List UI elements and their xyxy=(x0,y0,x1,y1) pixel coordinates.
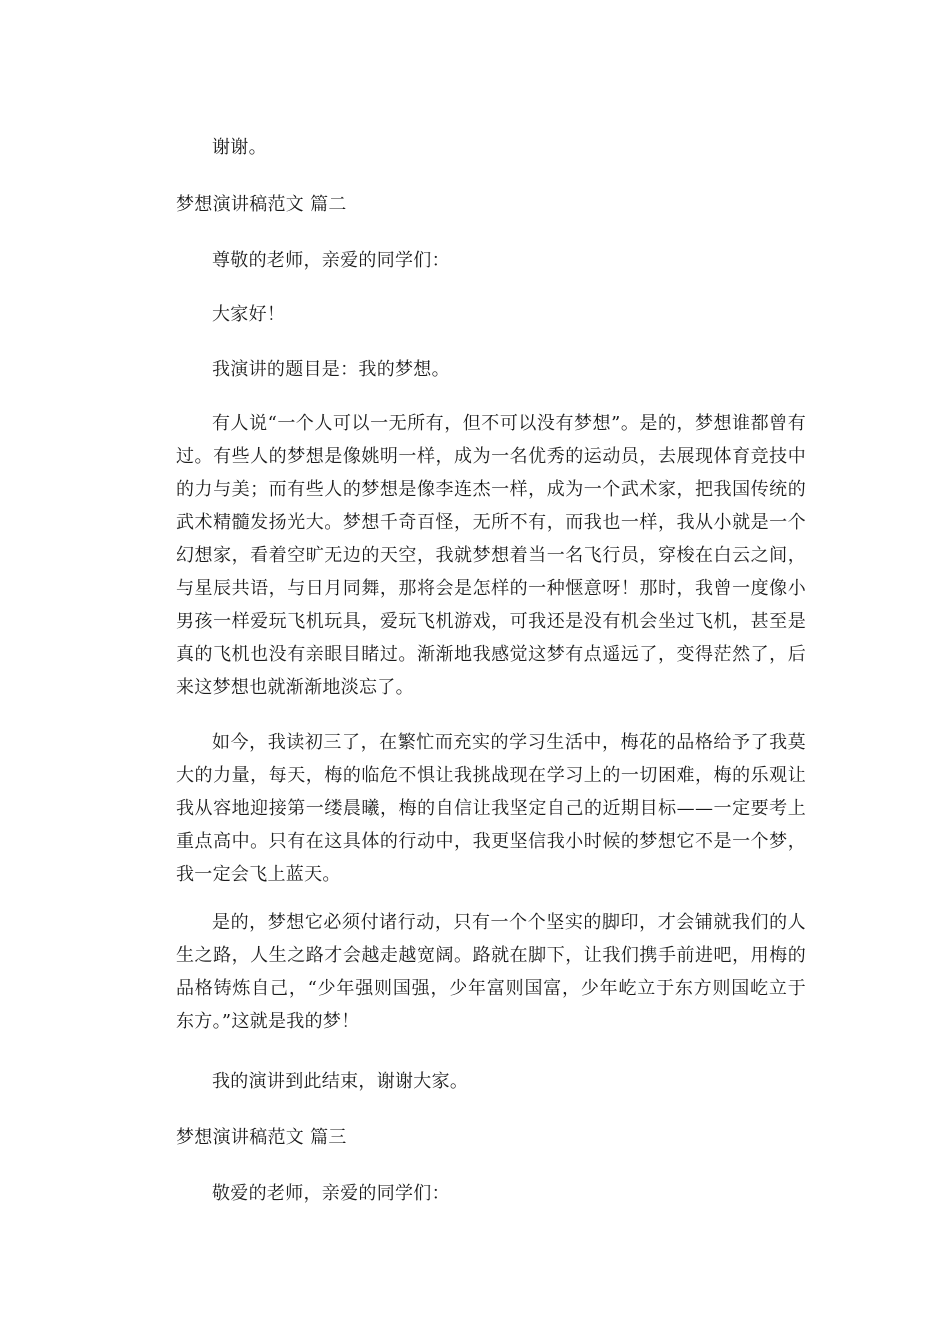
salutation-paragraph-3: 敬爱的老师，亲爱的同学们： xyxy=(212,1183,450,1204)
section-heading-2: 梦想演讲稿范文 篇二 xyxy=(176,194,347,215)
topic-paragraph: 我演讲的题目是：我的梦想。 xyxy=(212,359,450,380)
body-paragraph-now: 如今，我读初三了，在繁忙而充实的学习生活中，梅花的品格给予了我莫大的力量，每天，梅的临危不惧让我挑战现在学习上的一切困难，梅的乐观让我从容地迎接第一缕晨曦，梅的自信让我坚定自己的近期目标——一定要考上重点高中。只有在这具体的行动中，我更坚信我小时候的梦想它不是一个梦，我一定会飞上蓝天。 xyxy=(176,732,806,885)
section-heading-3: 梦想演讲稿范文 篇三 xyxy=(176,1127,347,1148)
ending-paragraph: 我的演讲到此结束，谢谢大家。 xyxy=(212,1071,469,1092)
closing-thanks: 谢谢。 xyxy=(212,137,267,158)
salutation-paragraph: 尊敬的老师，亲爱的同学们： xyxy=(212,250,450,271)
body-paragraph-action: 是的，梦想它必须付诸行动，只有一个个坚实的脚印，才会铺就我们的人生之路，人生之路才会越走越宽阔。路就在脚下，让我们携手前进吧，用梅的品格铸炼自己，“少年强则国强，少年富则国富，少年屹立于东方则国屹立于东方。”这就是我的梦！ xyxy=(176,912,806,1032)
body-paragraph-dream: 有人说“一个人可以一无所有，但不可以没有梦想”。是的，梦想谁都曾有过。有些人的梦想是像姚明一样，成为一名优秀的运动员，去展现体育竞技中的力与美；而有些人的梦想是像李连杰一样，成为一个武术家，把我国传统的武术精髓发扬光大。梦想千奇百怪，无所不有，而我也一样，我从小就是一个幻想家，看着空旷无边的天空，我就梦想着当一名飞行员，穿梭在白云之间，与星辰共语，与日月同舞，那将会是怎样的一种惬意呀！那时，我曾一度像小男孩一样爱玩飞机玩具，爱玩飞机游戏，可我还是没有机会坐过飞机，甚至是真的飞机也没有亲眼目睹过。渐渐地我感觉这梦有点遥远了，变得茫然了，后来这梦想也就渐渐地淡忘了。 xyxy=(176,413,806,698)
greeting-paragraph: 大家好！ xyxy=(212,304,286,325)
